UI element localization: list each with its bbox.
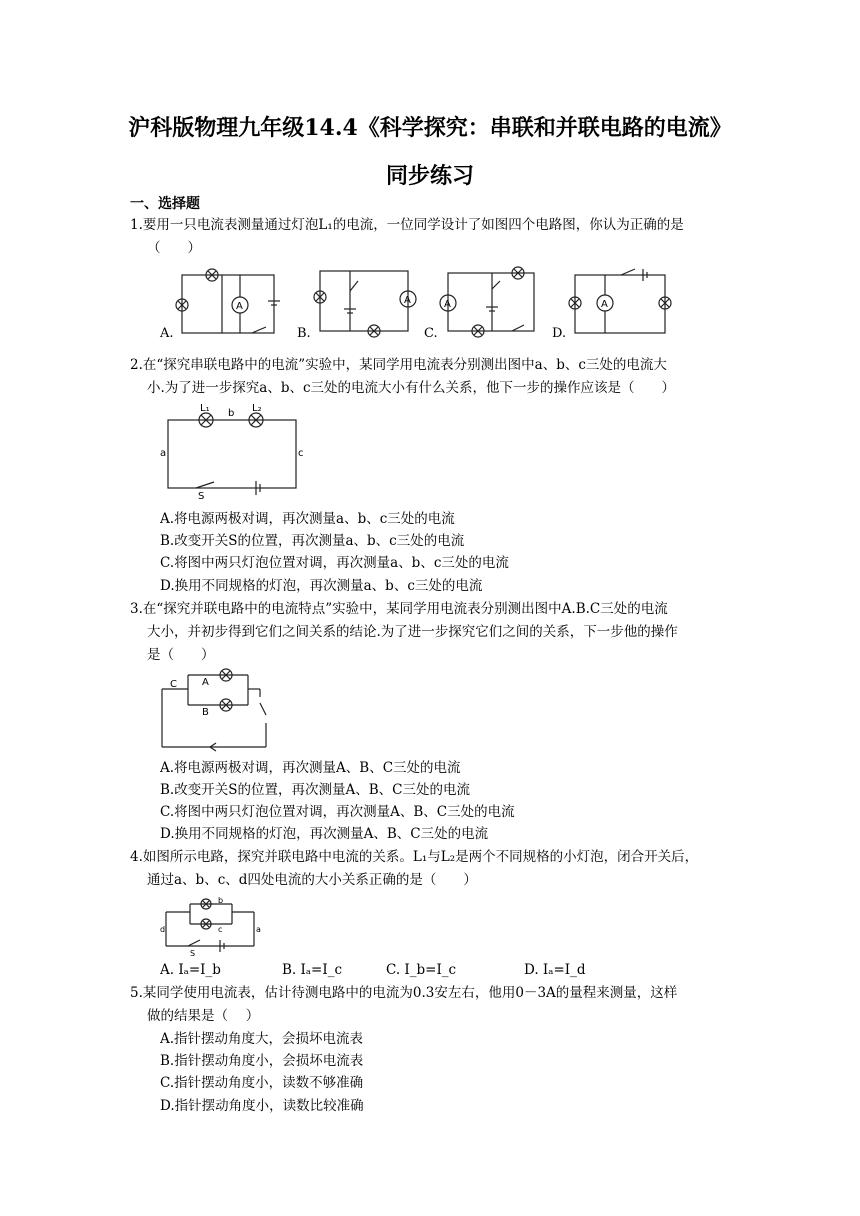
figure-label-c: C. [424,326,438,341]
question-1-line1: 1.要用一只电流表测量通过灯泡L₁的电流，一位同学设计了如图四个电路图，你认为正确的是 [130,217,684,233]
circuit-diagram-d [565,265,675,340]
question-2-option-d[interactable]: D.换用不同规格的灯泡，再次测量a、b、c三处的电流 [160,578,483,594]
svg-text:S: S [190,949,196,958]
question-2-line2: 小.为了进一步探究a、b、c三处的电流大小有什么关系，他下一步的操作应该是（ ） [147,380,676,396]
question-3-option-d[interactable]: D.换用不同规格的灯泡，再次测量A、B、C三处的电流 [160,826,489,842]
circuit-diagram-a [172,265,282,340]
question-4-option-d[interactable]: D. Iₐ=I_d [524,962,586,978]
question-2-option-a[interactable]: A.将电源两极对调，再次测量a、b、c三处的电流 [160,511,455,527]
section-heading: 一、选择题 [130,196,200,212]
svg-text:d: d [160,925,166,934]
question-4-line2: 通过a、b、c、d四处电流的大小关系正确的是（ ） [147,872,477,888]
question-2-option-b[interactable]: B.改变开关S的位置，再次测量a、b、c三处的电流 [160,533,465,549]
question-2 [130,354,760,400]
svg-text:L₁: L₁ [200,403,210,414]
question-4-option-b[interactable]: B. Iₐ=I_c [282,962,342,978]
question-5-option-b[interactable]: B.指针摆动角度小，会损坏电流表 [160,1053,364,1069]
circuit-diagram-b [310,265,420,340]
svg-text:A: A [444,299,451,310]
question-5-option-a[interactable]: A.指针摆动角度大，会损坏电流表 [160,1031,364,1047]
svg-text:A: A [601,299,608,310]
question-3 [130,598,760,667]
question-3-option-c[interactable]: C.将图中两只灯泡位置对调，再次测量A、B、C三处的电流 [160,804,515,820]
figure-label-a: A. [160,326,174,341]
question-5-line1: 5.某同学使用电流表，估计待测电路中的电流为0.3安左右，他用0－3A的量程来测量，这样 [130,985,678,1001]
question-2-line1: 2.在“探究串联电路中的电流”实验中，某同学用电流表分别测出图中a、b、c三处的电流大 [130,357,667,373]
question-5 [130,982,760,1028]
question-4-option-c[interactable]: C. I_b=I_c [386,962,457,978]
svg-text:S: S [198,491,205,502]
question-4-option-a[interactable]: A. Iₐ=I_b [160,962,221,978]
question-1 [130,214,760,260]
svg-text:C: C [170,679,177,690]
svg-text:A: A [236,301,243,312]
svg-text:a: a [256,925,261,934]
question-3-option-b[interactable]: B.改变开关S的位置，再次测量A、B、C三处的电流 [160,782,470,798]
svg-text:A: A [202,677,209,688]
question-5-option-d[interactable]: D.指针摆动角度小，读数比较准确 [160,1098,364,1114]
document-title: 沪科版物理九年级14.4《科学探究：串联和并联电路的电流》 [128,115,732,141]
svg-text:b: b [228,408,235,419]
question-2-option-c[interactable]: C.将图中两只灯泡位置对调，再次测量a、b、c三处的电流 [160,555,509,571]
svg-text:A: A [404,295,411,306]
question-4-line1: 4.如图所示电路，探究并联电路中电流的关系。L₁与L₂是两个不同规格的小灯泡，闭合开关后， [130,849,699,865]
circuit-diagram-c [436,265,546,340]
svg-text:B: B [202,707,209,718]
question-3-line2: 大小，并初步得到它们之间关系的结论.为了进一步探究它们之间的关系，下一步他的操作 [147,624,678,640]
svg-text:a: a [160,448,167,459]
question-4 [130,846,760,892]
document-subtitle: 同步练习 [385,163,474,189]
question-3-line3: 是（ ） [147,647,215,663]
figure-label-b: B. [297,326,311,341]
svg-text:c: c [218,925,223,934]
question-5-line2: 做的结果是（ ） [147,1008,260,1024]
parallel-circuit-diagram [158,663,273,751]
question-1-line2: （ ） [147,240,201,256]
svg-text:b: b [218,896,224,905]
figure-label-d: D. [552,326,567,341]
svg-text:c: c [298,448,304,459]
question-3-line1: 3.在“探究并联电路中的电流特点”实验中，某同学用电流表分别测出图中A.B.C三处的电流 [130,601,668,617]
question-5-option-c[interactable]: C.指针摆动角度小，读数不够准确 [160,1075,364,1091]
series-circuit-diagram [160,403,305,502]
question-3-option-a[interactable]: A.将电源两极对调，再次测量A、B、C三处的电流 [160,760,461,776]
parallel-circuit-diagram-abcd [160,894,260,956]
svg-text:L₂: L₂ [252,403,262,414]
